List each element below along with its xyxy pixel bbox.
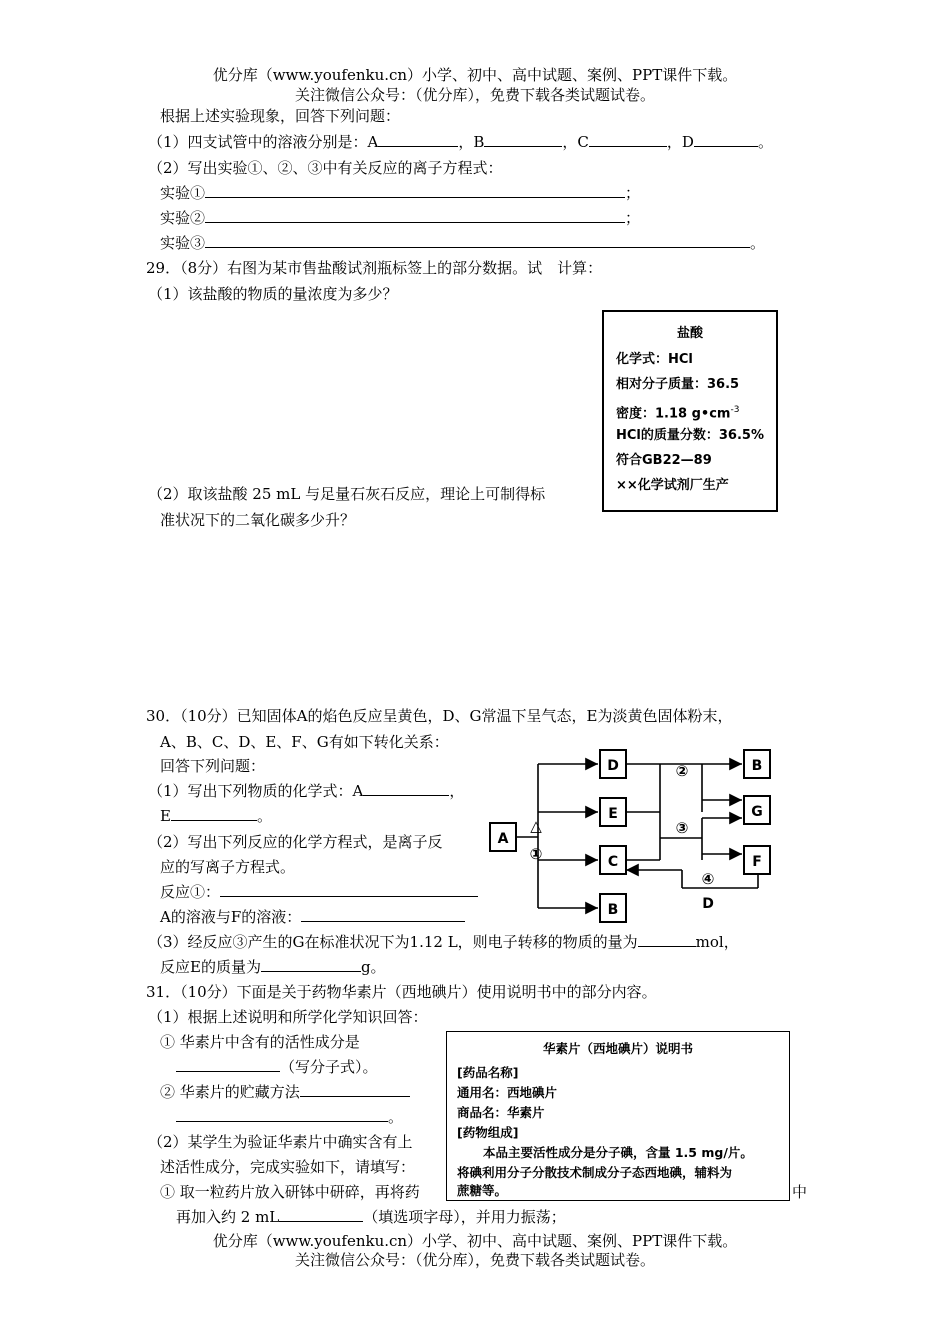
answer-blank[interactable] <box>205 183 625 198</box>
q30-line3: 回答下列问题： <box>160 757 266 775</box>
node-g <box>744 796 770 824</box>
q28-exp2: 实验② ； <box>160 209 641 227</box>
node-c <box>600 846 626 874</box>
manual-body-2: 将碘利用分子分散技术制成分子态西地碘，辅料为 <box>457 1165 733 1180</box>
q31-part2-line1: （2）某学生为验证华素片中确实含有上 <box>148 1133 413 1151</box>
reaction-1-label: ① <box>529 845 543 863</box>
manual-trade-name: 商品名：华素片 <box>457 1105 545 1120</box>
q28-part2: （2）写出实验①、②、③中有关反应的离子方程式： <box>148 159 503 177</box>
svg-text:B: B <box>607 902 619 918</box>
q30-reaction1: 反应①： <box>160 882 478 902</box>
answer-blank[interactable] <box>694 132 758 147</box>
node-a <box>490 823 516 851</box>
q30-part1: （1）写出下列物质的化学式：A ， <box>148 782 465 800</box>
hcl-label-name: 盐酸 <box>676 326 703 341</box>
node-b-lower <box>600 894 626 922</box>
node-e <box>600 798 626 826</box>
answer-blank[interactable] <box>300 1082 410 1097</box>
q29-part1: （1）该盐酸的物质的量浓度为多少？ <box>148 285 398 303</box>
node-f <box>744 846 770 874</box>
answer-blank[interactable] <box>176 1107 388 1122</box>
header-line-1: 优分库（www.youfenku.cn）小学、初中、高中试题、案例、PPT课件下载。 <box>212 66 738 84</box>
hcl-label-box <box>602 310 778 512</box>
q30-part2-line1: （2）写出下列反应的化学方程式，是离子反 <box>148 833 443 851</box>
answer-blank[interactable] <box>279 1207 363 1222</box>
svg-text:C: C <box>607 854 619 870</box>
header-line-2: 关注微信公众号：（优分库），免费下载各类试题试卷。 <box>294 86 655 104</box>
q31-sub2: ② 华素片的贮藏方法 <box>160 1082 410 1102</box>
reaction-2-label: ② <box>675 762 689 780</box>
q31-step1: ① 取一粒药片放入研钵中研碎，再将药 <box>160 1183 420 1201</box>
q31-step1-line2: 再加入约 2 mL （填选项字母），并用力振荡； <box>176 1208 566 1226</box>
q30-part3-line1: （3）经反应③产生的G在标准状况下为1.12 L，则电子转移的物质的量为 mol， <box>148 933 739 951</box>
q31-part1: （1）根据上述说明和所学化学知识回答： <box>148 1008 428 1026</box>
q30-title: 30．（10分）已知固体A的焰色反应呈黄色，D、G常温下呈气态，E为淡黄色固体粉末， <box>146 707 733 725</box>
manual-section-name: [药品名称] <box>457 1065 519 1080</box>
q28-exp3: 实验③ 。 <box>160 234 766 252</box>
hcl-label-fraction: HCl的质量分数：36.5% <box>616 428 764 443</box>
hcl-label-density: 密度：1.18 $g•cm^{-3}$ <box>616 405 740 422</box>
q29-part2-line2: 准状况下的二氧化碳多少升？ <box>160 511 356 529</box>
node-d <box>600 750 626 778</box>
q28-part1: （1）四支试管中的溶液分别是：A ，B ，C ，D 。 <box>148 133 773 151</box>
answer-blank[interactable] <box>261 957 361 972</box>
answer-blank[interactable] <box>220 882 478 897</box>
answer-blank[interactable] <box>638 932 696 947</box>
q29-title: 29．（8分）右图为某市售盐酸试剂瓶标签上的部分数据。试 计算： <box>146 259 603 277</box>
manual-section-composition: [药物组成] <box>457 1125 519 1140</box>
node-b <box>744 750 770 778</box>
answer-blank[interactable] <box>205 233 750 248</box>
q31-part2-line2: 述活性成分，完成实验如下，请填写： <box>160 1158 416 1176</box>
footer-line-2: 关注微信公众号：（优分库），免费下载各类试题试卷。 <box>294 1251 655 1269</box>
q30-part1-e: E 。 <box>160 807 272 825</box>
manual-body-1: 本品主要活性成分是分子碘，含量 1.5 mg/片。 <box>483 1145 753 1160</box>
answer-blank[interactable] <box>171 806 257 821</box>
svg-text:B: B <box>751 758 763 774</box>
reaction-3-label: ③ <box>675 819 689 837</box>
q31-sub1-answer: （写分子式）。 <box>176 1057 378 1077</box>
svg-text:D: D <box>607 758 619 774</box>
svg-text:E: E <box>608 806 618 822</box>
manual-title: 华素片（西地碘片）说明书 <box>542 1041 693 1056</box>
q30-part2-line2: 应的写离子方程式。 <box>160 858 296 876</box>
q29-part2-line1: （2）取该盐酸 25 mL 与足量石灰石反应，理论上可制得标 <box>148 485 546 503</box>
q30-line2: A、B、C、D、E、F、G有如下转化关系： <box>160 733 449 751</box>
footer-line-1: 优分库（www.youfenku.cn）小学、初中、高中试题、案例、PPT课件下载。 <box>212 1232 738 1250</box>
manual-generic-name: 通用名：西地碘片 <box>457 1085 558 1100</box>
q28-exp1: 实验① ； <box>160 184 641 202</box>
medicine-manual-box <box>446 1031 790 1201</box>
svg-text:F: F <box>752 854 762 870</box>
svg-text:A: A <box>497 831 509 847</box>
q31-sub2-answer: 。 <box>176 1107 403 1127</box>
reaction-4-label: ④ <box>701 870 715 888</box>
answer-blank[interactable] <box>378 132 458 147</box>
hcl-label-standard: 符合GB22—89 <box>616 453 712 468</box>
hcl-label-mass: 相对分子质量：36.5 <box>616 377 740 392</box>
q31-title: 31．（10分）下面是关于药物华素片（西地碘片）使用说明书中的部分内容。 <box>146 983 657 1001</box>
svg-text:G: G <box>751 804 763 820</box>
answer-blank[interactable] <box>176 1057 280 1072</box>
q31-step1-tail: 中 <box>792 1183 808 1201</box>
q30-part3-line2: 反应E的质量为 g。 <box>160 958 386 976</box>
hcl-label-formula: 化学式：HCl <box>616 352 693 367</box>
q31-sub1: ① 华素片中含有的活性成分是 <box>160 1033 360 1051</box>
answer-blank[interactable] <box>484 132 562 147</box>
conversion-diagram <box>480 742 790 932</box>
answer-blank[interactable] <box>301 907 465 922</box>
q28-intro: 根据上述实验现象，回答下列问题： <box>160 107 401 125</box>
manual-body-3: 蔗糖等。 <box>457 1183 508 1198</box>
hcl-label-maker: ××化学试剂厂生产 <box>616 478 729 493</box>
reaction-4-product-d: D <box>702 896 714 912</box>
answer-blank[interactable] <box>589 132 667 147</box>
answer-blank[interactable] <box>205 208 625 223</box>
q30-reaction2: A的溶液与F的溶液： <box>160 907 465 927</box>
heat-symbol: △ <box>530 817 542 835</box>
answer-blank[interactable] <box>363 781 449 796</box>
